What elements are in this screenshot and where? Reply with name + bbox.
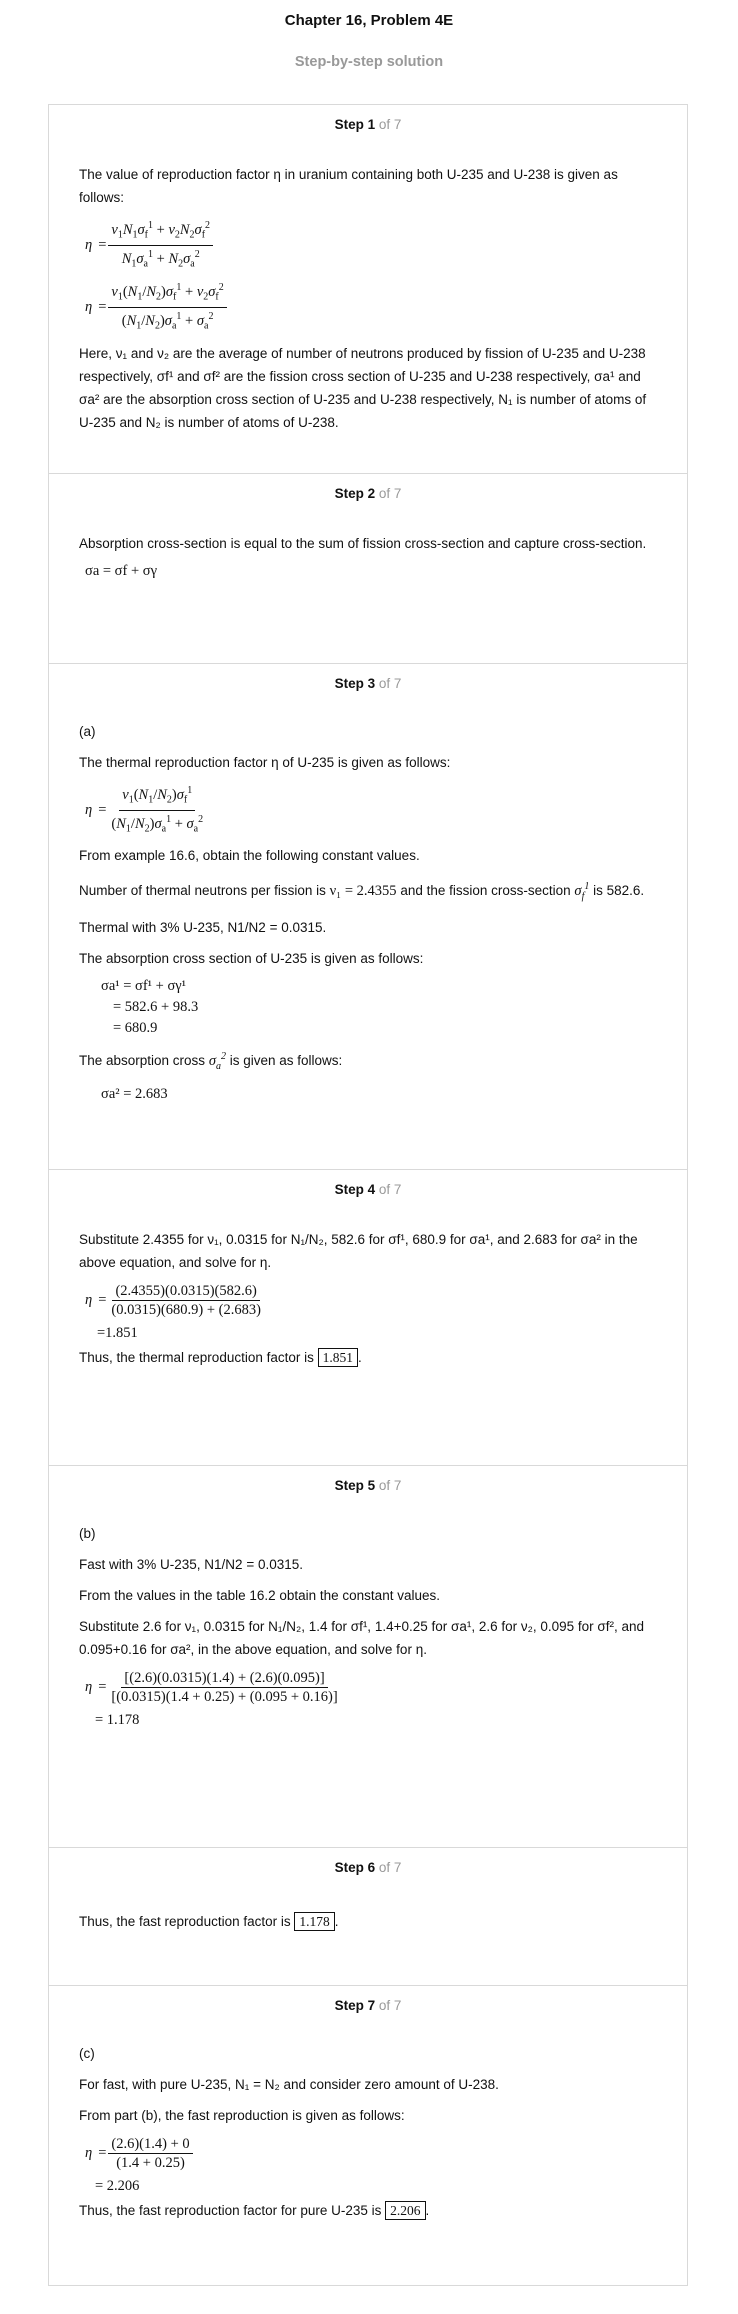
equation-result: = 2.206 bbox=[95, 2178, 140, 2194]
step-text: Number of thermal neutrons per fission is ν₁ = 2.4355 and the fission cross-section $\sigma_f^1$ is 582.6. bbox=[79, 881, 645, 903]
step-count: of 7 bbox=[378, 1182, 402, 1197]
step-text: The thermal reproduction factor η of U-235 is given as follows: bbox=[79, 755, 451, 770]
step-card-5 bbox=[48, 1466, 688, 1848]
step-text: Substitute 2.6 for ν₁, 0.0315 for N₁/N₂, 1.4 for σf¹, 1.4+0.25 for σa¹, 2.6 for ν₂, 0.095 for σf², and 0.095+0.16 for σa², in the above equation, and solve for η. bbox=[79, 1619, 644, 1657]
step-label: Step 1 bbox=[334, 117, 376, 132]
step-heading bbox=[49, 1998, 687, 2013]
step-heading bbox=[49, 1182, 687, 1197]
step-heading bbox=[49, 676, 687, 691]
equation-line: = 680.9 bbox=[113, 1020, 158, 1037]
step-card-1 bbox=[48, 104, 688, 474]
equation: η = $\frac{[(2.6)(0.0315)(1.4) + (2.6)(0.095)]}{[(0.0315)(1.4 + 0.25) + (0.095 + 0.16)]}$ bbox=[85, 1670, 338, 1705]
step-text: The absorption cross section of U-235 is given as follows: bbox=[79, 951, 424, 967]
step-heading bbox=[49, 486, 687, 501]
step-count: of 7 bbox=[378, 1860, 402, 1875]
page-title: Chapter 16, Problem 4E bbox=[284, 12, 454, 29]
step-count: of 7 bbox=[378, 486, 402, 501]
step-heading bbox=[49, 1478, 687, 1493]
step-count: of 7 bbox=[378, 1998, 402, 2013]
equation-line: σa² = 2.683 bbox=[101, 1085, 168, 1102]
equation: η = $\frac{\nu_1(N_1/N_2)\sigma_f^1}{(N_1/N_2)\sigma_a^1 + \sigma_a^2}$ bbox=[85, 782, 657, 838]
equation-line: = 582.6 + 98.3 bbox=[113, 999, 199, 1016]
step-count: of 7 bbox=[378, 117, 402, 132]
step-count: of 7 bbox=[378, 676, 402, 691]
step-label: Step 2 bbox=[334, 486, 376, 501]
step-text: From part (b), the fast reproduction is given as follows: bbox=[79, 2108, 405, 2123]
step-text: Thus, the fast reproduction factor is 1.178 . bbox=[79, 1914, 339, 1929]
step-text: Absorption cross-section is equal to the sum of fission cross-section and capture cross-section. bbox=[79, 536, 647, 551]
step-text: Thus, the fast reproduction factor for pure U-235 is 2.206 . bbox=[79, 2203, 430, 2218]
step-label: Step 6 bbox=[334, 1860, 376, 1875]
page-subtitle: Step-by-step solution bbox=[294, 54, 444, 70]
step-label: Step 3 bbox=[334, 676, 376, 691]
step-text: Fast with 3% U-235, N1/N2 = 0.0315. bbox=[79, 1557, 303, 1572]
step-text: From example 16.6, obtain the following constant values. bbox=[79, 848, 420, 864]
step-text: Thermal with 3% U-235, N1/N2 = 0.0315. bbox=[79, 920, 327, 936]
equation: η = $\frac{(2.6)(1.4) + 0}{(1.4 + 0.25)}$ bbox=[85, 2135, 657, 2172]
part-label: (c) bbox=[79, 2046, 95, 2061]
step-card-6 bbox=[48, 1848, 688, 1986]
step-card-7 bbox=[48, 1986, 688, 2286]
part-label: (a) bbox=[79, 724, 96, 739]
step-count: of 7 bbox=[378, 1478, 402, 1493]
step-card-4 bbox=[48, 1170, 688, 1466]
step-heading bbox=[49, 1860, 687, 1875]
step-text: Thus, the thermal reproduction factor is 1.851 . bbox=[79, 1350, 362, 1365]
equation: η = $\frac{\nu_1N_1\sigma_f^1 + \nu_2N_2\sigma_f^2}{N_1\sigma_a^1 + N_2\sigma_a^2}$ bbox=[85, 217, 657, 273]
step-card-2 bbox=[48, 474, 688, 664]
step-text: Here, ν₁ and ν₂ are the average of number of neutrons produced by fission of U-235 and U-238 respectively, σf¹ and σf² are the fission cross section of U-235 and U-238 respectively, σa¹ and σa² are the absorption cross section of U-235 and U-238 respectively, N₁ is number of atoms of U-235 and N₂ is number of atoms of U-238. bbox=[79, 345, 647, 430]
equation-line: σa¹ = σf¹ + σγ¹ bbox=[101, 978, 187, 995]
step-text: From the values in the table 16.2 obtain the constant values. bbox=[79, 1588, 440, 1603]
step-text: The value of reproduction factor η in uranium containing both U-235 and U-238 is given as follows: bbox=[79, 167, 618, 205]
equation: σa = σf + σγ bbox=[85, 563, 157, 579]
part-label: (b) bbox=[79, 1526, 96, 1541]
step-label: Step 4 bbox=[334, 1182, 376, 1197]
equation: η = $\frac{\nu_1(N_1/N_2)\sigma_f^1 + \nu_2\sigma_f^2}{(N_1/N_2)\sigma_a^1 + \sigma_a^2}$ bbox=[85, 279, 657, 335]
step-card-3 bbox=[48, 664, 688, 1170]
step-label: Step 7 bbox=[334, 1998, 376, 2013]
equation-result: =1.851 bbox=[97, 1325, 138, 1341]
equation: η = $\frac{(2.4355)(0.0315)(582.6)}{(0.0315)(680.9) + (2.683)}$ bbox=[85, 1283, 261, 1318]
step-text: For fast, with pure U-235, N₁ = N₂ and consider zero amount of U-238. bbox=[79, 2077, 499, 2092]
step-text: Substitute 2.4355 for ν₁, 0.0315 for N₁/N₂, 582.6 for σf¹, 680.9 for σa¹, and 2.683 for σa² in the above equation, and solve for η. bbox=[79, 1232, 638, 1270]
step-text: The absorption cross $\sigma_a^2$ is given as follows: bbox=[79, 1051, 343, 1072]
answer-box: 1.851 bbox=[318, 1348, 358, 1367]
answer-box: 1.178 bbox=[294, 1912, 334, 1931]
answer-box: 2.206 bbox=[385, 2201, 425, 2220]
equation-result: = 1.178 bbox=[95, 1712, 140, 1728]
step-label: Step 5 bbox=[334, 1478, 376, 1493]
step-heading bbox=[49, 117, 687, 132]
